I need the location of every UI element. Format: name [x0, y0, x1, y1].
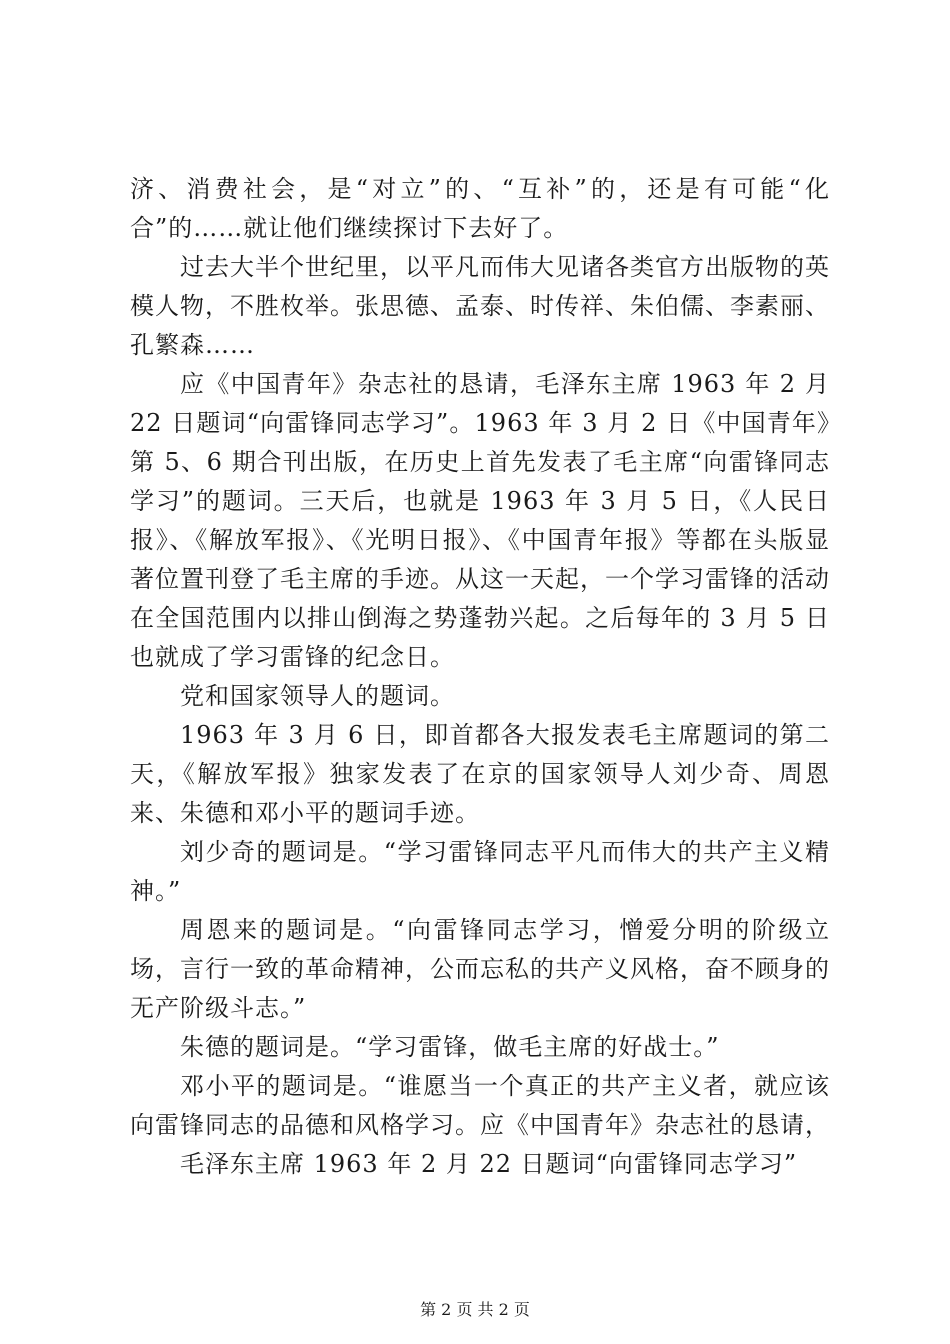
page-footer	[0, 1300, 950, 1320]
paragraph: 刘少奇的题词是。“学习雷锋同志平凡而伟大的共产主义精神。”	[130, 838, 830, 905]
paragraph: 1963 年 3 月 6 日，即首都各大报发表毛主席题词的第二天，《解放军报》独家发表了在京的国家领导人刘少奇、周恩来、朱德和邓小平的题词手迹。	[130, 721, 830, 827]
paragraph: 毛泽东主席 1963 年 2 月 22 日题词“向雷锋同志学习”	[180, 1150, 798, 1178]
paragraph: 应《中国青年》杂志社的恳请，毛泽东主席 1963 年 2 月 22 日题词“向雷锋同志学习”。1963 年 3 月 2 日《中国青年》第 5、6 期合刊出版，在历史上首先发表了毛主席“向雷锋同志学习”的题词。三天后，也就是 1963 年 3 月 5 日，《人民日报》、《解放军报》、《光明日报》、《中国青年报》等都在头版显著位置刊登了毛主席的手迹。从这一天起，一个学习雷锋的活动在全国范围内以排山倒海之势蓬勃兴起。之后每年的 3 月 5 日也就成了学习雷锋的纪念日。	[130, 370, 830, 671]
page-number: 第 2 页 共 2 页	[420, 1300, 530, 1319]
paragraph: 过去大半个世纪里，以平凡而伟大见诸各类官方出版物的英模人物，不胜枚举。张思德、孟泰、时传祥、朱伯儒、李素丽、孔繁森……	[130, 253, 830, 359]
document-body	[130, 170, 830, 1184]
paragraph: 朱德的题词是。“学习雷锋，做毛主席的好战士。”	[180, 1033, 720, 1061]
paragraph: 济、消费社会，是“对立”的、“互补”的，还是有可能“化合”的……就让他们继续探讨下去好了。	[130, 175, 830, 242]
paragraph: 邓小平的题词是。“谁愿当一个真正的共产主义者，就应该向雷锋同志的品德和风格学习。应《中国青年》杂志社的恳请，	[130, 1072, 830, 1139]
paragraph: 党和国家领导人的题词。	[180, 682, 455, 710]
paragraph: 周恩来的题词是。“向雷锋同志学习，憎爱分明的阶级立场，言行一致的革命精神，公而忘私的共产义风格，奋不顾身的无产阶级斗志。”	[130, 916, 830, 1022]
